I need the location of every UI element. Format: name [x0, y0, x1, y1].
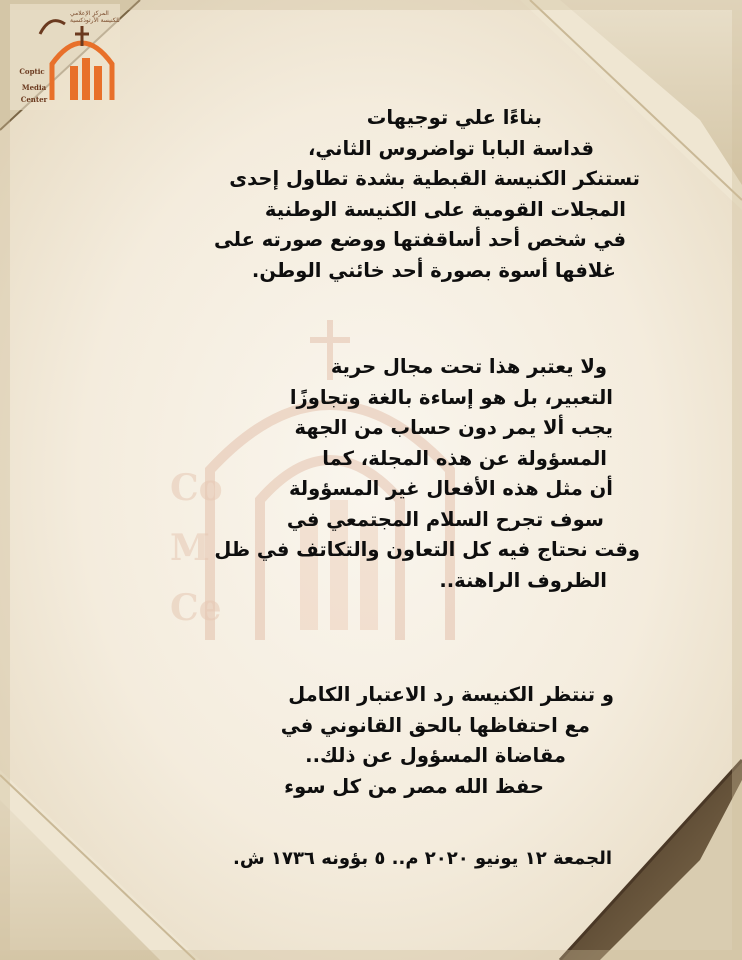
- logo-line-media: Media: [21, 83, 47, 92]
- statement-paragraph-2: [92, 352, 640, 596]
- text-line: مع احتفاظها بالحق القانوني في: [280, 713, 590, 737]
- text-line: وقت نحتاج فيه كل التعاون والتكاتف في ظل: [214, 538, 640, 561]
- text-line: غلافها أسوة بصورة أحد خائني الوطن.: [251, 258, 616, 282]
- text-line: سوف تجرح السلام المجتمعي في: [286, 507, 604, 531]
- statement-paragraph-3: [92, 680, 612, 802]
- svg-text:Co: Co: [170, 467, 223, 509]
- logo-line-coptic: Coptic: [19, 67, 45, 76]
- text-line: حفظ الله مصر من كل سوء: [284, 774, 544, 798]
- text-line: أن مثل هذه الأفعال غير المسؤولة: [288, 477, 613, 500]
- text-line: مقاضاة المسؤول عن ذلك..: [305, 744, 566, 767]
- text-line: يجب ألا يمر دون حساب من الجهة: [294, 416, 613, 439]
- text-line: المجلات القومية على الكنيسة الوطنية: [264, 197, 626, 221]
- svg-text:M: M: [170, 527, 210, 569]
- coptic-media-center-logo: [10, 4, 120, 110]
- logo-line-center: Center: [20, 95, 48, 104]
- text-line: المسؤولة عن هذه المجلة، كما: [322, 446, 607, 470]
- text-line: في شخص أحد أساقفتها ووضع صورته على: [213, 228, 626, 251]
- svg-text:Ce: Ce: [170, 587, 222, 629]
- text-line: التعبير، بل هو إساءة بالغة وتجاوزًا: [289, 385, 613, 409]
- text-line: ولا يعتبر هذا تحت مجال حرية: [330, 355, 607, 378]
- text-line: و تنتظر الكنيسة رد الاعتبار الكامل: [288, 683, 614, 706]
- text-line: قداسة البابا تواضروس الثاني،: [308, 136, 594, 160]
- text-line: بناءًا علي توجيهات: [366, 106, 542, 129]
- statement-paragraph-1: [92, 103, 640, 286]
- logo-arabic-text: المركز الإعلامي للكنيسة الأرثوذكسية: [70, 10, 120, 24]
- text-line: تستنكر الكنيسة القبطية بشدة تطاول إحدى: [229, 167, 640, 190]
- text-line: الظروف الراهنة..: [439, 568, 607, 592]
- statement-date: الجمعة ١٢ يونيو ٢٠٢٠ م.. ٥ بؤونه ١٧٣٦ ش.: [233, 848, 612, 869]
